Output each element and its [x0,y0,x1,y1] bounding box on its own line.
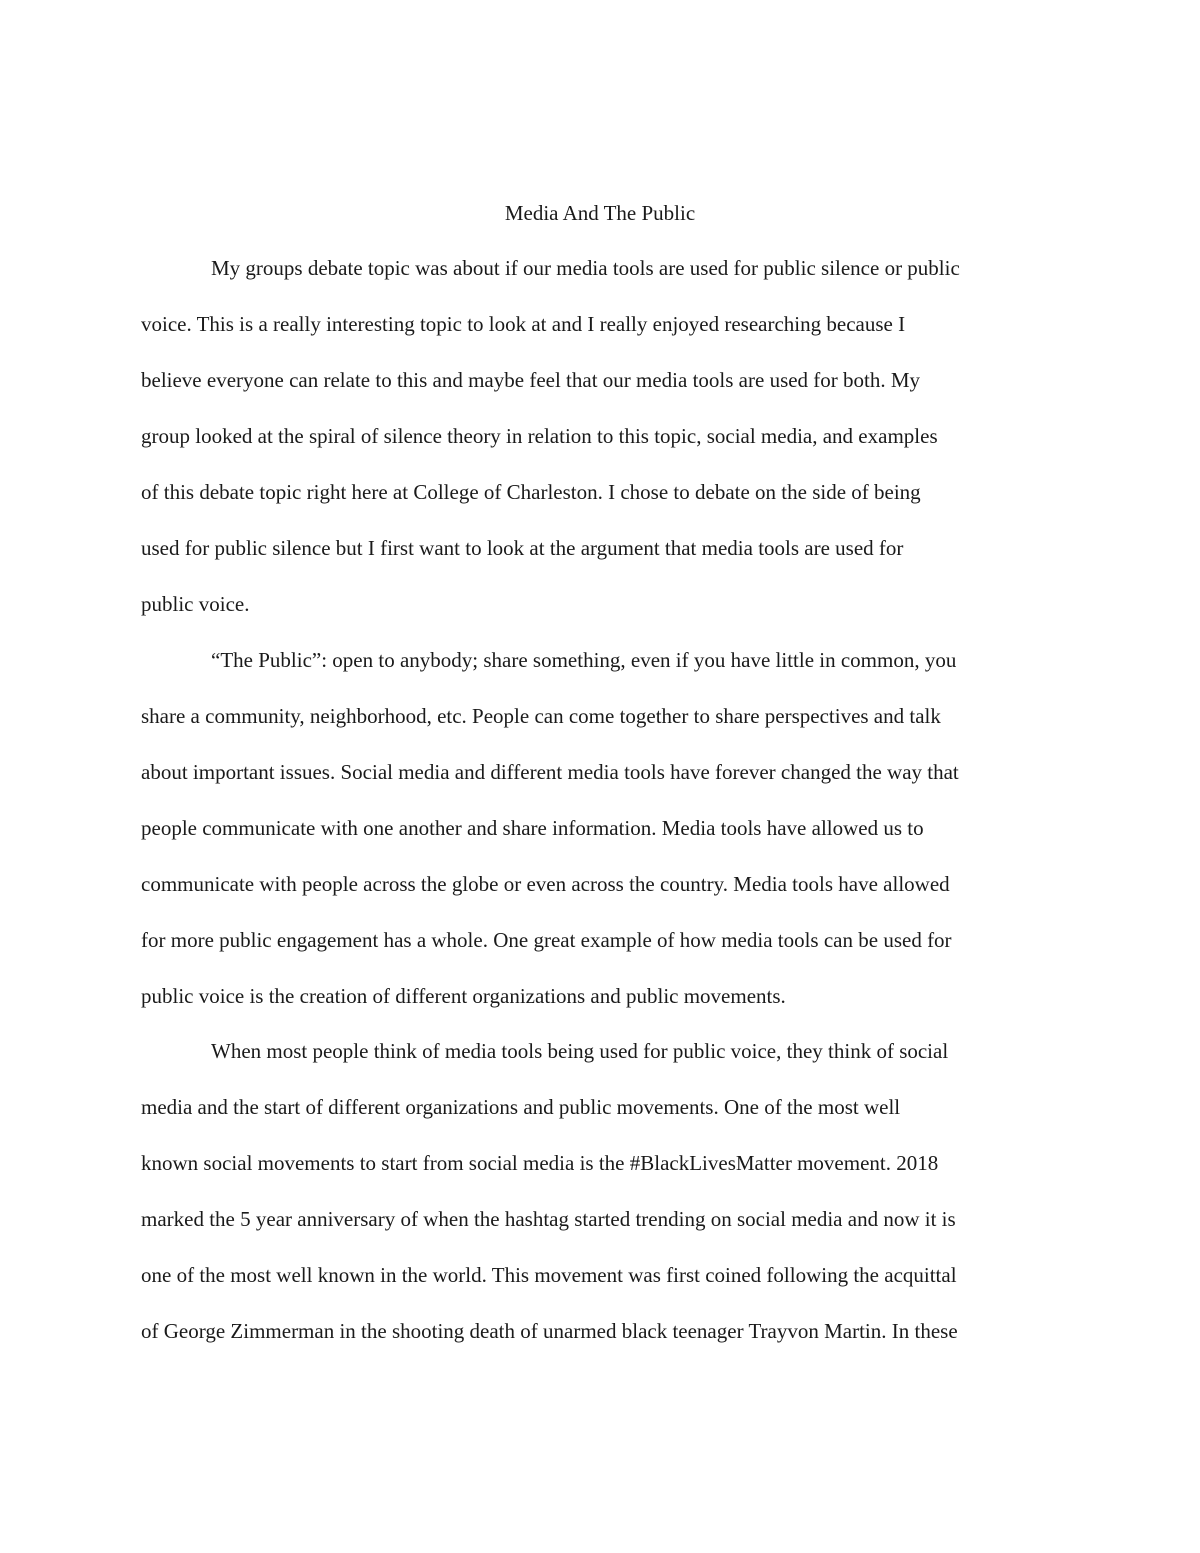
paragraph-2-line-5: communicate with people across the globe or even across the country. Media tools have allowed [141,872,950,896]
paragraph-3-line-2: media and the start of different organizations and public movements. One of the most well [141,1095,901,1119]
paragraph-2-line-7: public voice is the creation of different organizations and public movements. [141,984,786,1008]
paragraph-1-line-2: voice. This is a really interesting topic to look at and I really enjoyed researching because I [141,312,906,336]
paragraph-2-line-3: about important issues. Social media and different media tools have forever changed the way that [141,760,959,784]
paragraph-3-line-3: known social movements to start from social media is the #BlackLivesMatter movement. 2018 [141,1151,939,1175]
paragraph-1-line-1: My groups debate topic was about if our media tools are used for public silence or public [211,256,960,280]
paragraph-1-line-3: believe everyone can relate to this and maybe feel that our media tools are used for both. My [141,368,921,392]
paragraph-1-line-6: used for public silence but I first want to look at the argument that media tools are used for [141,536,904,560]
paragraph-1-line-5: of this debate topic right here at College of Charleston. I chose to debate on the side of being [141,480,921,504]
paragraph-1-line-4: group looked at the spiral of silence theory in relation to this topic, social media, and examples [141,424,938,448]
paragraph-2-line-6: for more public engagement has a whole. One great example of how media tools can be used for [141,928,952,952]
paragraph-2-line-2: share a community, neighborhood, etc. People can come together to share perspectives and talk [141,704,941,728]
paragraph-2-line-1: “The Public”: open to anybody; share something, even if you have little in common, you [211,648,957,672]
paragraph-3-line-4: marked the 5 year anniversary of when the hashtag started trending on social media and now it is [141,1207,956,1231]
document-title: Media And The Public [504,201,696,225]
paragraph-3-line-1: When most people think of media tools being used for public voice, they think of social [211,1039,949,1063]
paragraph-1-line-7: public voice. [141,592,250,616]
paragraph-3-line-5: one of the most well known in the world. This movement was first coined following the acquittal [141,1263,957,1287]
paragraph-2-line-4: people communicate with one another and share information. Media tools have allowed us to [141,816,924,840]
paragraph-3-line-6: of George Zimmerman in the shooting death of unarmed black teenager Trayvon Martin. In these [141,1319,958,1343]
